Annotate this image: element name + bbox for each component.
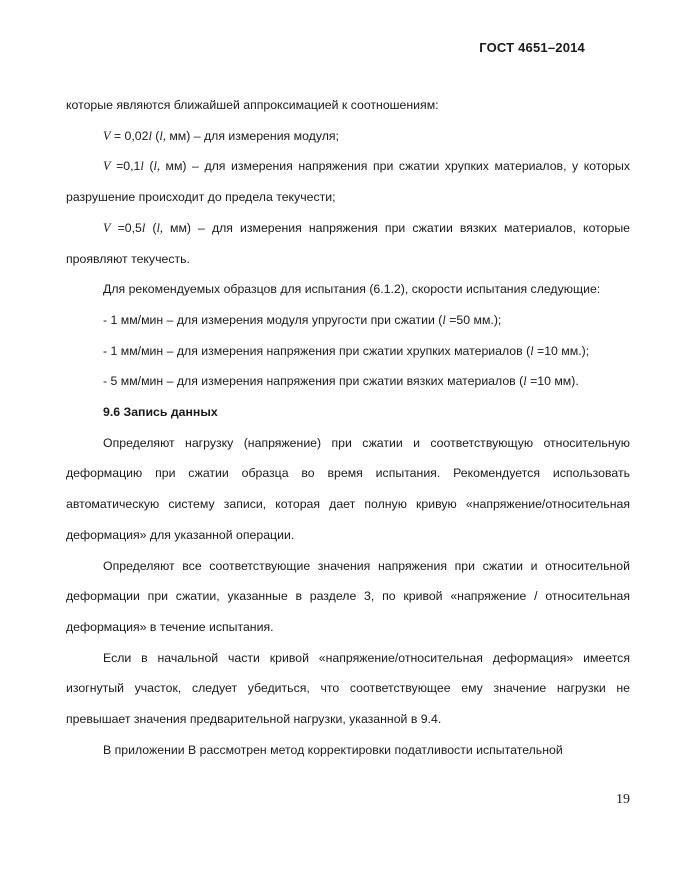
- speed-item: [66, 366, 630, 397]
- page-number: 19: [616, 792, 630, 807]
- text: - 1 мм/мин – для измерения модуля упругости при сжатии (: [103, 312, 443, 327]
- formula-modulus-line: [66, 121, 630, 152]
- document-code: ГОСТ 4651–2014: [479, 40, 585, 55]
- paragraph: которые являются ближайшей аппроксимацией к соотношениям:: [66, 98, 439, 112]
- var-l: l,: [153, 159, 160, 174]
- paragraph: Для рекомендуемых образцов для испытания (6.1.2), скорости испытания следующие:: [103, 282, 601, 297]
- paragraph: В приложении В рассмотрен метод корректировки податливости испытательной: [103, 742, 563, 757]
- var-l: l: [442, 312, 446, 327]
- var-l: l: [530, 343, 534, 358]
- text: мм) – для измерения напряжения при сжатии хрупких материалов, у которых разрушение происходит до предела текучести;: [66, 159, 631, 205]
- text: мм) – для измерения модуля;: [165, 128, 339, 143]
- text: =0,5: [110, 220, 142, 235]
- text: =0,1: [110, 159, 141, 174]
- speed-item: [66, 336, 630, 367]
- paragraph: Если в начальной части кривой «напряжение/относительная деформация» имеется изогнутый участок, следует убедиться, что соответствующее ему значение нагрузки не превышает значения предварительной нагрузки, указанной в 9.4.: [66, 650, 630, 727]
- paragraph: Определяют нагрузку (напряжение) при сжатии и соответствующую относительную деформацию при сжатии образца во время испытания. Рекомендуется использовать автоматическую систему записи, которая дает полную кривую «напряжение/относительная деформация» для указанной операции.: [66, 435, 630, 542]
- text: мм) – для измерения напряжения при сжатии вязких материалов, которые проявляют текучесть.: [66, 220, 630, 266]
- var-v: V: [103, 159, 111, 174]
- text: =10 мм.);: [533, 343, 590, 358]
- var-v: V: [103, 220, 111, 235]
- var-l: l: [140, 159, 144, 174]
- text: (: [145, 220, 157, 235]
- var-l: l: [523, 374, 527, 389]
- text: =50 мм.);: [445, 312, 502, 327]
- text: (: [143, 159, 154, 174]
- speed-item: [66, 305, 630, 336]
- text: - 1 мм/мин – для измерения напряжения при сжатии хрупких материалов (: [103, 343, 531, 358]
- text: - 5 мм/мин – для измерения напряжения при сжатии вязких материалов (: [103, 374, 524, 389]
- paragraph: Определяют все соответствующие значения напряжения при сжатии и относительной деформации при сжатии, указанные в разделе 3, по кривой «напряжение / относительная деформация» в течение испытания.: [66, 558, 630, 634]
- text: =10 мм).: [526, 374, 579, 389]
- formula-ductile-line: [66, 213, 630, 274]
- section-heading: 9.6 Запись данных: [103, 405, 218, 420]
- document-body: [66, 90, 630, 765]
- var-l: l,: [159, 128, 166, 143]
- var-l: l: [141, 220, 146, 235]
- var-l: l,: [156, 220, 163, 235]
- var-l: l: [148, 128, 152, 143]
- text: = 0,02: [110, 128, 149, 143]
- formula-brittle-line: [66, 151, 630, 212]
- var-v: V: [103, 128, 111, 143]
- text: (: [151, 128, 160, 143]
